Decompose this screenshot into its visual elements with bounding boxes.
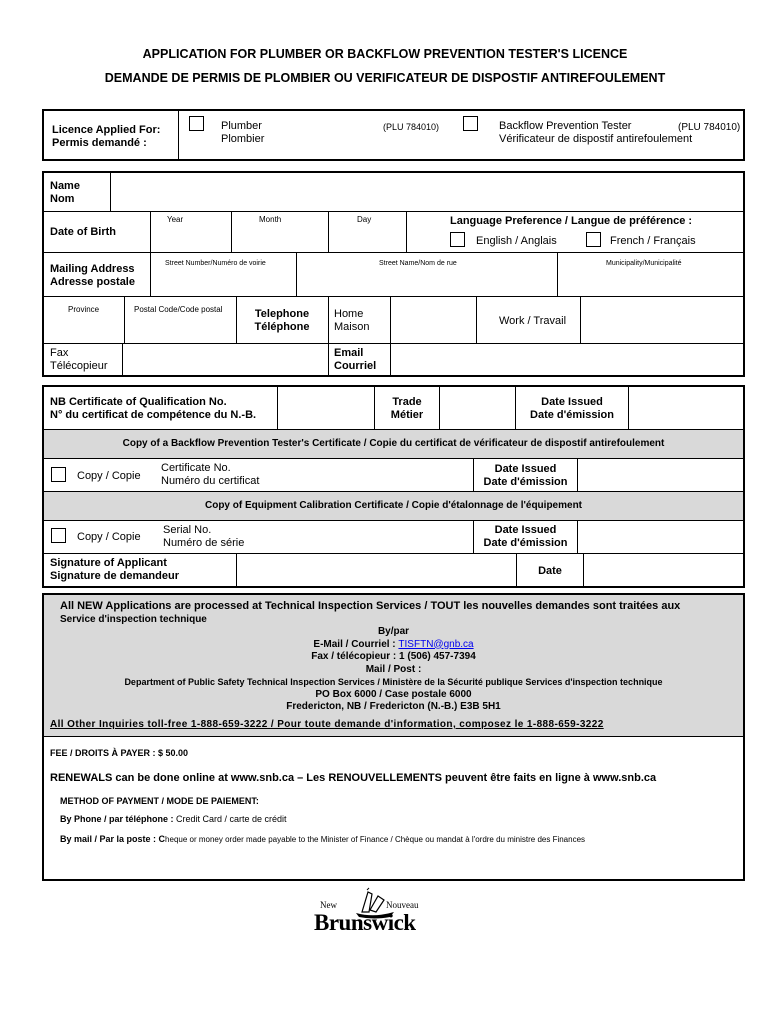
signature-date-label: Date <box>538 565 562 577</box>
personal-section <box>42 171 745 377</box>
equipment-heading: Copy of Equipment Calibration Certificate / Copie d'étalonnage de l'équipement <box>44 492 743 520</box>
home-label-en: Home <box>334 308 364 320</box>
french-label: French / Français <box>610 235 696 247</box>
mail-method-c: C <box>158 834 166 844</box>
year-label: Year <box>167 215 184 224</box>
fax-label-en: Fax <box>50 347 69 359</box>
telephone-label-en: Telephone <box>254 308 310 320</box>
serial-label-fr: Numéro de série <box>163 537 245 549</box>
email-courriel-label: E-Mail / Courriel : <box>313 638 399 650</box>
backflow-label-en: Backflow Prevention Tester <box>499 120 632 132</box>
mailing-label-en: Mailing Address <box>50 263 135 275</box>
mail-method-value: heque or money order made payable to the Minister of Finance / Chèque ou mandat à l'ordre du ministre des Finances <box>165 835 586 844</box>
work-label: Work / Travail <box>499 315 567 327</box>
backflow-label-fr: Vérificateur de dispostif antirefoulement <box>499 133 693 145</box>
plumber-code: (PLU 784010) <box>383 122 440 132</box>
date-issued-label-en-1: Date Issued <box>541 396 603 408</box>
form-title-en: APPLICATION FOR PLUMBER OR BACKFLOW PREVENTION TESTER'S LICENCE <box>142 47 628 61</box>
bypar-label: By/par <box>377 626 410 637</box>
home-label-fr: Maison <box>334 321 370 333</box>
plumber-label-en: Plumber <box>221 120 262 132</box>
date-issued-label-fr-2: Date d'émission <box>483 476 568 488</box>
logo-new: New <box>320 900 337 910</box>
method-heading: METHOD OF PAYMENT / MODE DE PAIEMENT: <box>60 796 259 806</box>
form-title-fr: DEMANDE DE PERMIS DE PLOMBIER OU VERIFICATEUR DE DISPOSTIF ANTIREFOULEMENT <box>104 71 666 85</box>
nb-cert-label-en: NB Certificate of Qualification No. <box>50 396 227 408</box>
date-issued-label-fr-3: Date d'émission <box>483 537 568 549</box>
cert-no-label-en: Certificate No. <box>161 462 231 474</box>
cert-no-label-fr: Numéro du certificat <box>161 475 260 487</box>
backflow-copy-label: Copy / Copie <box>77 470 141 482</box>
fax-line: Fax / télécopieur : 1 (506) 457-7394 <box>311 651 476 662</box>
mail-method-label: By mail / Par la poste : <box>60 834 159 844</box>
english-label: English / Anglais <box>476 235 557 247</box>
nb-cert-label-fr: N° du certificat de compétence du N.-B. <box>50 409 257 421</box>
toll-free-line: All Other Inquiries toll-free 1-888-659-3222 / Pour toute demande d'information, composez le 1-888-659-3222 <box>50 719 604 730</box>
dept-line: Department of Public Safety Technical Inspection Services / Ministère de la Sécurité publique Services d'inspection technique <box>124 677 663 687</box>
logo-nouveau: Nouveau <box>386 900 419 910</box>
email-label-en: Email <box>334 347 364 359</box>
trade-label-fr: Métier <box>390 409 424 421</box>
fee-line: FEE / DROITS À PAYER : $ 50.00 <box>50 748 189 758</box>
plumber-label-fr: Plombier <box>221 133 265 145</box>
dob-label: Date of Birth <box>50 226 116 238</box>
phone-method-label: By Phone / par téléphone : <box>60 814 177 824</box>
date-issued-label-fr-1: Date d'émission <box>530 409 614 421</box>
processed-line1: All NEW Applications are processed at Technical Inspection Services / TOUT les nouvelles demandes sont traitées aux <box>60 600 681 612</box>
day-label: Day <box>357 215 372 224</box>
licence-section <box>42 109 745 161</box>
processed-line2: Service d'inspection technique <box>60 614 207 625</box>
city-line: Fredericton, NB / Fredericton (N.-B.) E3B 5H1 <box>286 701 501 712</box>
plumber-checkbox[interactable] <box>189 116 204 131</box>
backflow-checkbox[interactable] <box>463 116 478 131</box>
signature-label-fr: Signature de demandeur <box>50 570 179 582</box>
postal-code-label: Postal Code/Code postal <box>134 305 223 314</box>
trade-label-en: Trade <box>392 396 422 408</box>
email-link[interactable]: TISFTN@gnb.ca <box>398 638 474 650</box>
equipment-copy-label: Copy / Copie <box>77 531 141 543</box>
telephone-label-fr: Téléphone <box>254 321 310 333</box>
equipment-copy-checkbox[interactable] <box>51 528 66 543</box>
certificates-section <box>42 385 745 588</box>
language-pref-label: Language Preference / Langue de préférence : <box>450 215 693 227</box>
french-checkbox[interactable] <box>586 232 601 247</box>
signature-label-en: Signature of Applicant <box>50 557 167 569</box>
name-label-en: Name <box>50 180 80 192</box>
licence-label-en: Licence Applied For: <box>52 124 161 136</box>
po-box-line: PO Box 6000 / Case postale 6000 <box>315 688 472 700</box>
signature-field[interactable] <box>237 553 516 586</box>
month-label: Month <box>259 215 282 224</box>
english-checkbox[interactable] <box>450 232 465 247</box>
backflow-copy-checkbox[interactable] <box>51 467 66 482</box>
backflow-code: (PLU 784010) <box>678 122 741 133</box>
name-label-fr: Nom <box>50 193 75 205</box>
info-section <box>42 593 745 881</box>
street-name-label: Street Name/Nom de rue <box>379 260 457 267</box>
province-label: Province <box>68 305 100 314</box>
renewals-line: RENEWALS can be done online at www.snb.ca – Les RENOUVELLEMENTS peuvent être faits en ligne à www.snb.ca <box>50 772 657 784</box>
date-issued-label-en-2: Date Issued <box>494 463 557 475</box>
mail-line: Mail / Post : <box>365 663 422 675</box>
serial-label-en: Serial No. <box>163 524 212 536</box>
licence-label-fr: Permis demandé : <box>52 137 147 149</box>
email-label-fr: Courriel <box>334 360 377 372</box>
mailing-label-fr: Adresse postale <box>50 276 135 288</box>
phone-method-value: Credit Card / carte de crédit <box>176 814 287 824</box>
new-brunswick-logo <box>312 886 442 938</box>
date-issued-label-en-3: Date Issued <box>494 524 557 536</box>
fax-label-fr: Télécopieur <box>50 360 108 372</box>
name-field[interactable] <box>111 173 743 211</box>
municipality-label: Municipality/Municipalité <box>606 260 682 267</box>
street-number-label: Street Number/Numéro de voirie <box>165 260 266 267</box>
logo-brunswick: Brunswick <box>314 910 416 935</box>
backflow-copy-heading: Copy of a Backflow Prevention Tester's Certificate / Copie du certificat de vérificateur de dispostif antirefoulement <box>44 430 743 458</box>
